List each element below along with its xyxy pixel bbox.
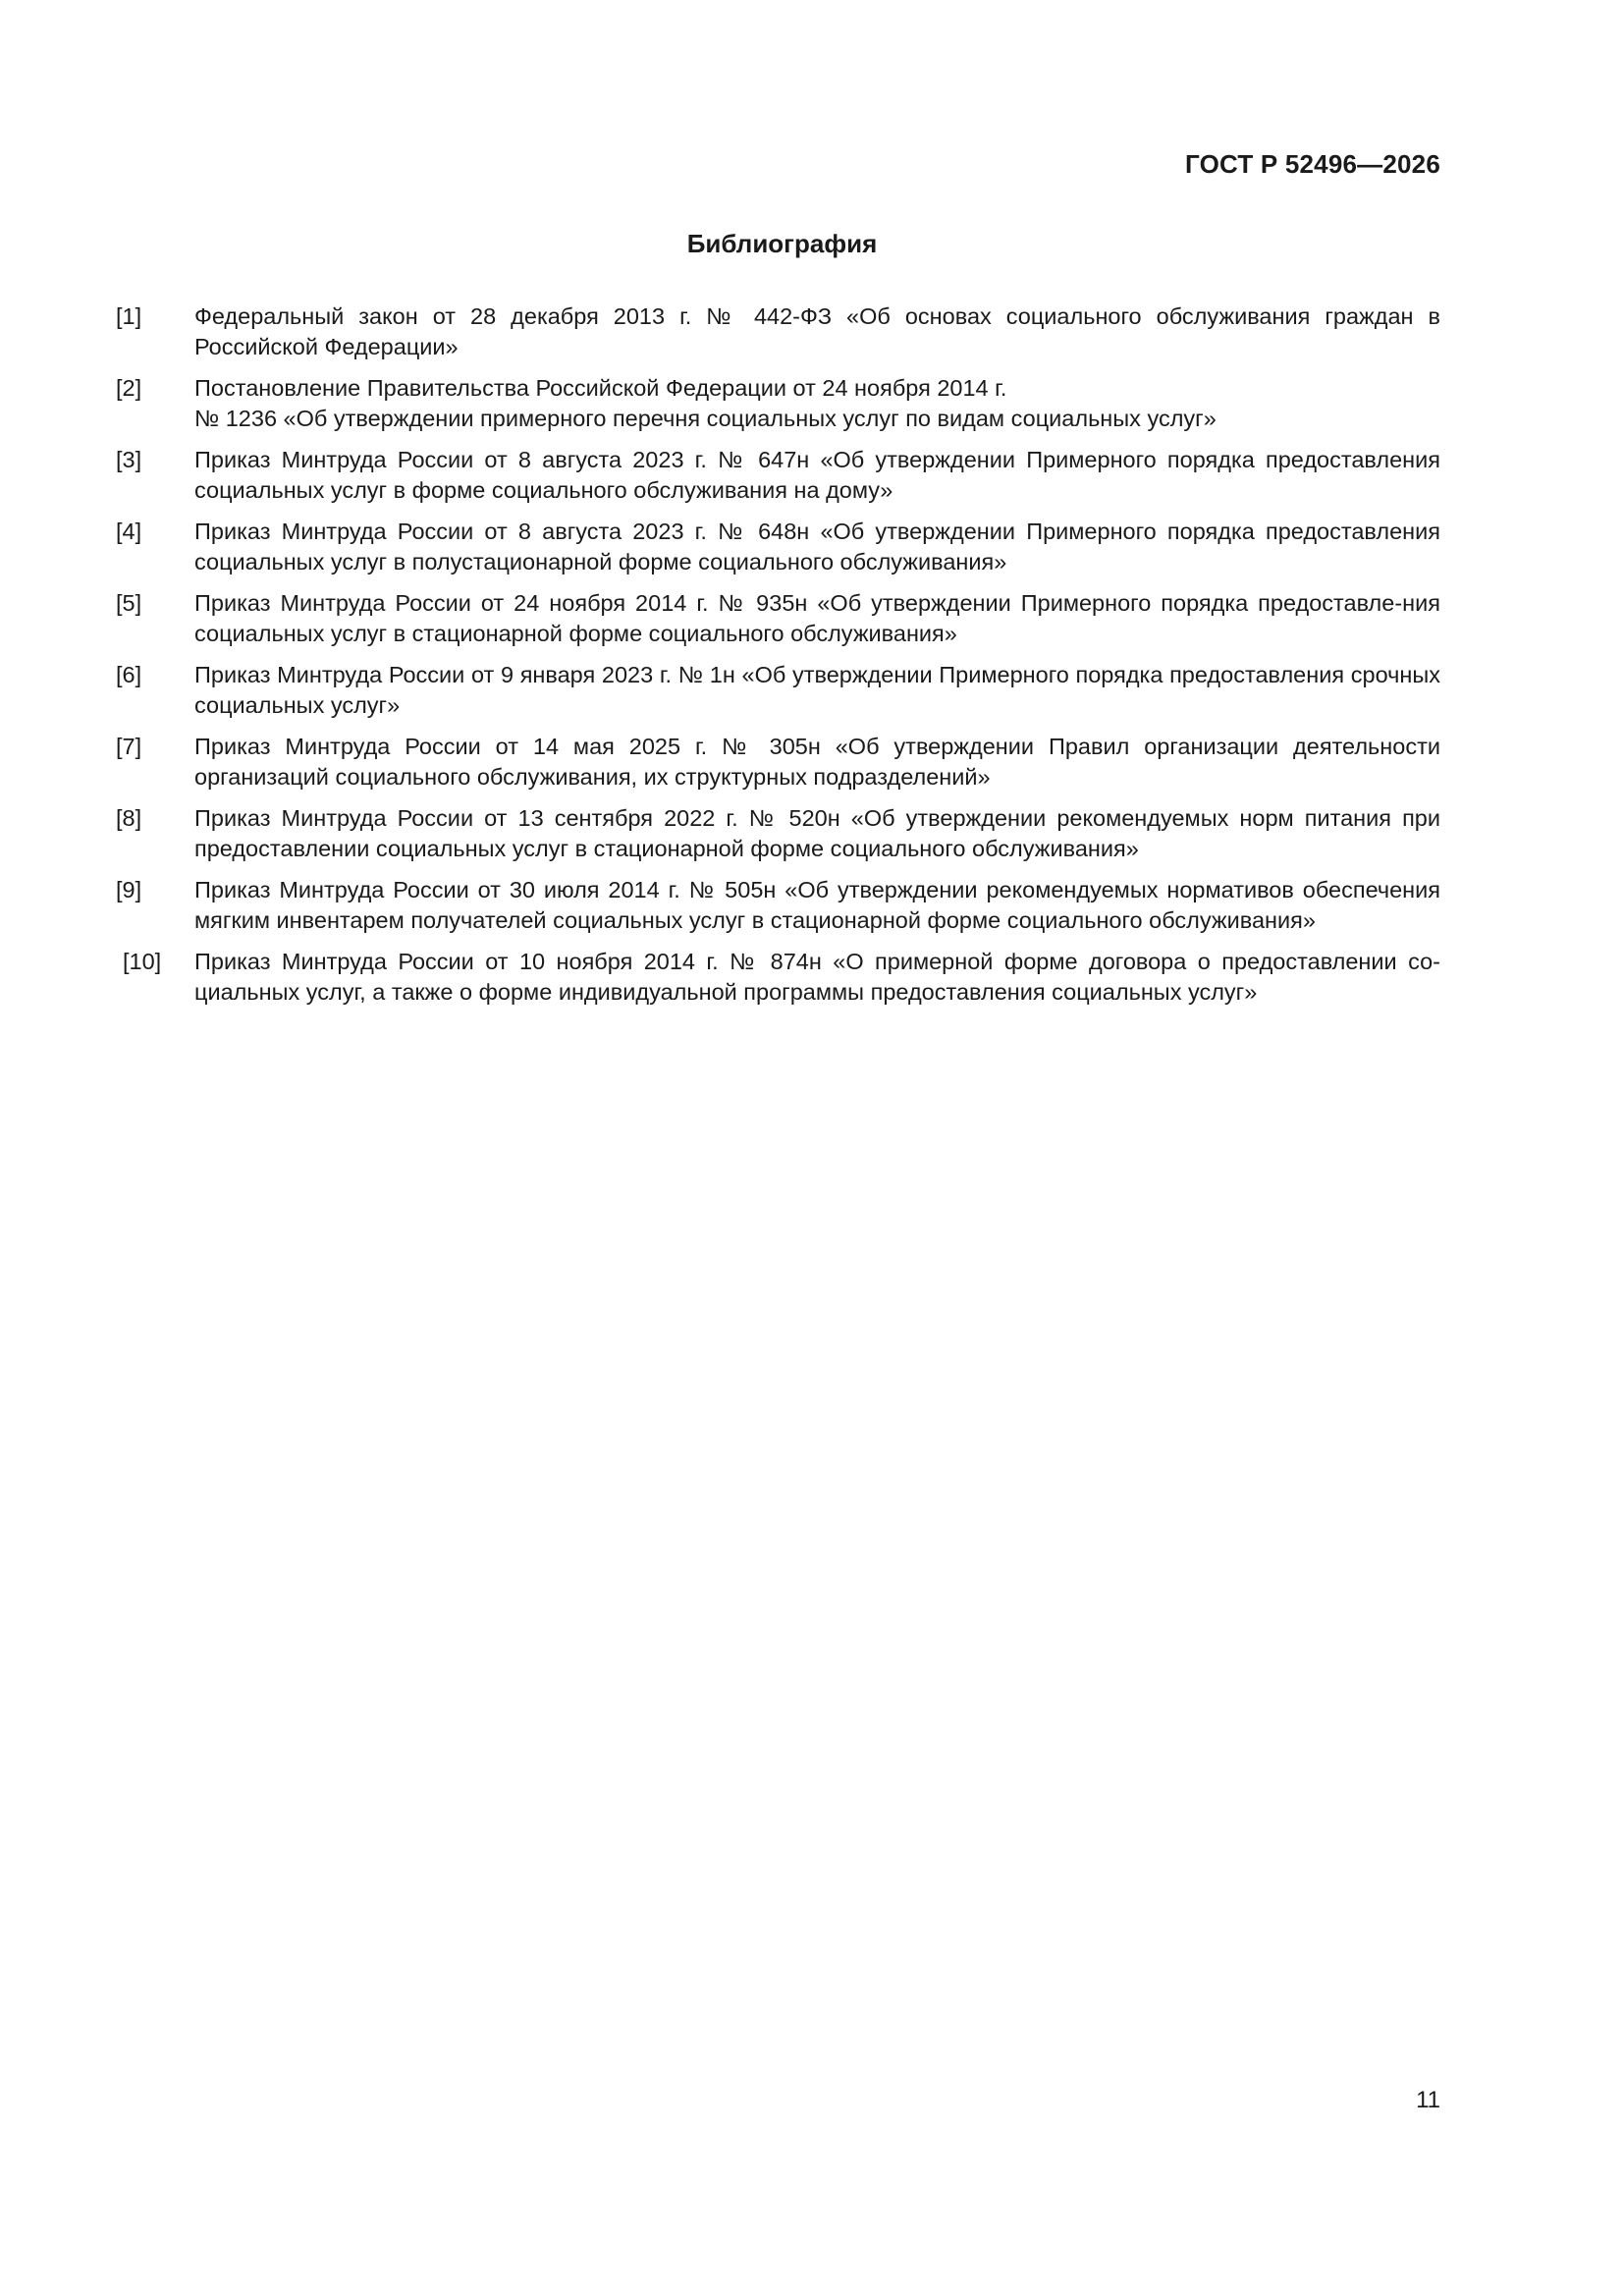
entry-text-line: Постановление Правительства Российской Федерации от 24 ноября 2014 г. [194,375,1007,401]
entry-number: [9] [116,877,142,902]
bibliography-entry [116,517,1440,577]
bibliography-entry [116,660,1440,721]
entry-text [194,373,1440,434]
entry-number: [2] [116,375,142,401]
entry-number: [10] [123,949,162,974]
entry-number: [7] [116,734,142,759]
entry-text: Приказ Минтруда России от 8 августа 2023 г. № 647н «Об утверждении Примерного порядка предоставления социальных услуг в форме социального обслуживания на дому» [194,447,1440,503]
bibliography-list [116,301,1440,1018]
bibliography-entry [116,875,1440,936]
entry-text: Приказ Минтруда России от 14 мая 2025 г. № 305н «Об утверждении Правил организации деятельности организаций социального обслуживания, их структурных подразделений» [194,734,1440,790]
entry-number: [4] [116,519,142,544]
bibliography-entry [116,803,1440,864]
entry-text: Приказ Минтруда России от 9 января 2023 г. № 1н «Об утверждении Примерного порядка предоставления срочных социальных услуг» [194,662,1440,718]
bibliography-entry [116,588,1440,649]
entry-number: [5] [116,590,142,616]
entry-number: [3] [116,447,142,472]
entry-text: Приказ Минтруда России от 8 августа 2023 г. № 648н «Об утверждении Примерного порядка предоставления социальных услуг в полустационарной форме социального обслуживания» [194,519,1440,574]
entry-number: [1] [116,303,142,329]
entry-number: [8] [116,805,142,831]
entry-number: [6] [116,662,142,687]
entry-text: Приказ Минтруда России от 24 ноября 2014 г. № 935н «Об утверждении Примерного порядка предоставле-ния социальных услуг в стационарной форме социального обслуживания» [194,590,1440,646]
bibliography-entry [116,301,1440,362]
section-title: Библиография [686,229,878,258]
bibliography-entry [116,947,1440,1008]
entry-text: Приказ Минтруда России от 10 ноября 2014 г. № 874н «О примерной форме договора о предоставлении со-циальных услуг, а также о форме индивидуальной программы предоставления социальных услуг» [194,949,1440,1005]
bibliography-entry [116,445,1440,506]
entry-text-line: № 1236 «Об утверждении примерного перечня социальных услуг по видам социальных услуг» [194,406,1217,431]
bibliography-entry [116,373,1440,434]
page-number: 11 [1416,2087,1440,2113]
entry-text: Приказ Минтруда России от 13 сентября 2022 г. № 520н «Об утверждении рекомендуемых норм питания при предоставлении социальных услуг в стационарной форме социального обслуживания» [194,805,1440,861]
document-header-code: ГОСТ Р 52496—2026 [1185,149,1440,179]
entry-text: Федеральный закон от 28 декабря 2013 г. № 442-ФЗ «Об основах социального обслуживания граждан в Российской Федерации» [194,303,1440,359]
entry-text: Приказ Минтруда России от 30 июля 2014 г. № 505н «Об утверждении рекомендуемых нормативов обеспечения мягким инвентарем получателей социальных услуг в стационарной форме социального обслуживания» [194,877,1440,933]
bibliography-entry [116,732,1440,793]
